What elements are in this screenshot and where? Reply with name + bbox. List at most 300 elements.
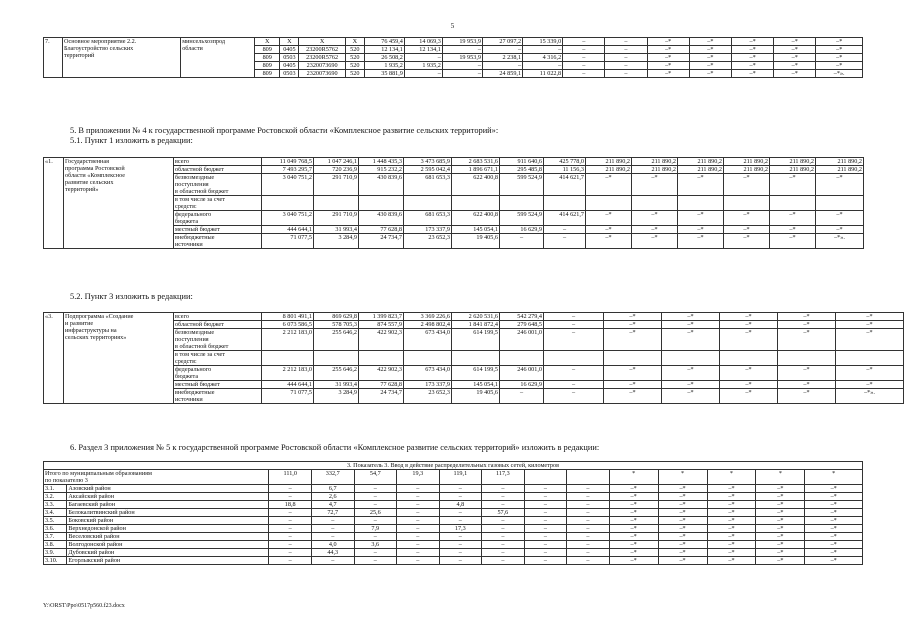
table-cell: –* <box>662 389 720 404</box>
table-cell: – <box>500 389 544 404</box>
table-cell: –* <box>586 211 632 226</box>
table-cell: –* <box>778 389 836 404</box>
table-cell: –* <box>774 70 816 78</box>
table-cell: 3 040 751,2 <box>262 174 314 196</box>
table-cell: – <box>567 501 610 509</box>
table-cell: 57,6 <box>482 509 525 517</box>
table-cell: –* <box>707 557 756 565</box>
table-cell: 520 <box>345 46 364 54</box>
table-cell <box>720 351 778 366</box>
table-cell: – <box>524 517 567 525</box>
paragraph-5: 5. В приложении № 4 к государственной программе Ростовской области «Комплексное развитие сельских территорий»: <box>70 126 499 135</box>
indicator-header: 3. Показатель 3. Ввод в действие распределительных газовых сетей, километров <box>44 462 863 470</box>
row-number: 3.9. <box>44 549 67 557</box>
table-cell: 720 236,9 <box>314 166 359 174</box>
paragraph-5-1: 5.1. Пункт 1 изложить в редакции: <box>70 136 193 145</box>
table-cell: –* <box>756 509 805 517</box>
table-cell: 54,7 <box>354 470 397 485</box>
table-cell: – <box>605 46 647 54</box>
table-cell: –* <box>724 226 770 234</box>
table-row <box>44 557 863 565</box>
table-cell: – <box>439 517 482 525</box>
table-cell: –* <box>720 313 778 321</box>
table-cell: –* <box>816 226 864 234</box>
table-cell: –* <box>609 533 658 541</box>
table-cell: 520 <box>345 62 364 70</box>
table-cell: 599 524,9 <box>500 211 544 226</box>
table-cell: 809 <box>255 70 280 78</box>
table-cell: –* <box>756 525 805 533</box>
table-cell: –* <box>647 54 689 62</box>
table-cell: –* <box>689 54 731 62</box>
table-cell <box>359 351 404 366</box>
row-number: 3.7. <box>44 533 67 541</box>
table-cell <box>778 351 836 366</box>
program-funding-table <box>43 157 864 249</box>
table-cell: –* <box>609 501 658 509</box>
table-cell: – <box>482 517 525 525</box>
table-cell: – <box>269 541 312 549</box>
table-cell: –* <box>609 485 658 493</box>
table-cell: 6,7 <box>311 485 354 493</box>
table-cell: – <box>439 557 482 565</box>
activity-name: Основное мероприятие 2.2. Благоустройство сельских территорий <box>62 38 180 78</box>
table-cell: –* <box>609 525 658 533</box>
table-cell <box>314 351 359 366</box>
table-cell: –* <box>586 234 632 249</box>
table-cell: – <box>544 226 586 234</box>
table-cell: – <box>269 485 312 493</box>
table-cell: 211 890,2 <box>816 166 864 174</box>
table-cell: * <box>707 470 756 485</box>
table-cell <box>500 196 544 211</box>
table-cell: – <box>563 54 605 62</box>
table-cell: 425 778,0 <box>544 158 586 166</box>
funding-source: всего <box>174 158 262 166</box>
table-cell: –* <box>707 501 756 509</box>
table-cell: – <box>482 533 525 541</box>
table-cell: – <box>544 234 586 249</box>
table-cell: 1 841 872,4 <box>452 321 500 329</box>
district-name: Волгодонской район <box>67 541 269 549</box>
table-cell: – <box>269 525 312 533</box>
table-row <box>44 313 904 321</box>
table-cell: 11 022,8 <box>523 70 563 78</box>
table-cell: 19 953,9 <box>442 54 482 62</box>
table-cell: –* <box>658 509 707 517</box>
table-cell: 614 199,5 <box>452 366 500 381</box>
table-cell: 23200R5762 <box>299 46 345 54</box>
table-cell: – <box>269 533 312 541</box>
table-cell: 77 628,8 <box>359 381 404 389</box>
table-cell: – <box>567 557 610 565</box>
table-cell: –* <box>604 366 662 381</box>
table-cell: 145 054,1 <box>452 226 500 234</box>
table-cell: 622 400,8 <box>452 174 500 196</box>
table-cell: 119,1 <box>439 470 482 485</box>
table-cell: 2320073690 <box>299 62 345 70</box>
table-cell: –* <box>658 485 707 493</box>
table-cell: – <box>524 485 567 493</box>
table-cell: –* <box>720 321 778 329</box>
table-cell: – <box>397 549 440 557</box>
table-cell: –* <box>609 493 658 501</box>
table-cell: – <box>482 62 522 70</box>
table-cell: 24 734,7 <box>359 389 404 404</box>
table-cell: – <box>482 485 525 493</box>
table-cell: – <box>404 70 442 78</box>
table-cell: –* <box>816 211 864 226</box>
table-cell: * <box>609 470 658 485</box>
table-cell: –* <box>756 493 805 501</box>
table-cell: * <box>805 470 863 485</box>
table-cell: – <box>439 509 482 517</box>
table-cell <box>586 196 632 211</box>
table-cell: 1 935,2 <box>364 62 404 70</box>
table-cell: –* <box>647 38 689 46</box>
table-cell: –* <box>756 501 805 509</box>
table-cell: 809 <box>255 62 280 70</box>
table-cell: –* <box>662 313 720 321</box>
page-number: 5 <box>450 22 455 30</box>
table-cell: – <box>439 549 482 557</box>
table-cell: – <box>563 38 605 46</box>
funding-source: областной бюджет <box>174 321 262 329</box>
table-cell: –* <box>707 533 756 541</box>
paragraph-5-2: 5.2. Пункт 3 изложить в редакции: <box>70 292 193 301</box>
table-cell: –* <box>756 533 805 541</box>
row-number: 3.10. <box>44 557 67 565</box>
table-cell: – <box>397 485 440 493</box>
table-row <box>44 525 863 533</box>
table-cell: 31 993,4 <box>314 226 359 234</box>
table-cell: – <box>269 517 312 525</box>
table-cell <box>816 196 864 211</box>
table-cell: –* <box>778 321 836 329</box>
table-row <box>44 517 863 525</box>
table-cell: – <box>544 329 604 351</box>
table-cell <box>604 351 662 366</box>
table-cell: –* <box>774 46 816 54</box>
table-cell <box>632 196 678 211</box>
table-cell: Х <box>280 38 299 46</box>
table-cell: 246 001,0 <box>500 366 544 381</box>
table-cell: – <box>269 509 312 517</box>
table-cell: – <box>439 541 482 549</box>
table-cell: – <box>482 525 525 533</box>
table-cell <box>452 196 500 211</box>
table-cell: –* <box>731 46 773 54</box>
row-number: 7. <box>44 38 63 78</box>
table-cell: – <box>544 366 604 381</box>
table-cell: –* <box>658 549 707 557</box>
table-cell: –* <box>678 234 724 249</box>
table-cell: 915 232,2 <box>359 166 404 174</box>
table-cell: – <box>482 501 525 509</box>
table-cell: 23200R5762 <box>299 54 345 62</box>
table-cell: – <box>567 493 610 501</box>
table-cell: – <box>311 557 354 565</box>
table-cell: –* <box>647 70 689 78</box>
table-cell <box>452 351 500 366</box>
table-row <box>44 509 863 517</box>
table-cell: 71 077,5 <box>262 389 314 404</box>
table-cell: –* <box>731 54 773 62</box>
table-cell <box>500 351 544 366</box>
table-cell: Х <box>345 38 364 46</box>
table-cell: 869 629,8 <box>314 313 359 321</box>
table-cell: 2 238,1 <box>482 54 522 62</box>
table-cell: 0503 <box>280 54 299 62</box>
table-cell: 26 508,2 <box>364 54 404 62</box>
table-cell: 255 646,2 <box>314 329 359 351</box>
table-cell: –* <box>647 62 689 70</box>
table-cell: – <box>442 62 482 70</box>
table-cell: 19 405,6 <box>452 234 500 249</box>
table-cell: –* <box>632 211 678 226</box>
table-cell: 31 993,4 <box>314 381 359 389</box>
table-cell: 12 134,1 <box>364 46 404 54</box>
row-number: 3.5. <box>44 517 67 525</box>
table-row <box>44 541 863 549</box>
table-cell: –* <box>604 329 662 351</box>
table-cell: 2 498 802,4 <box>404 321 452 329</box>
table-cell: – <box>482 557 525 565</box>
district-name: Егорлыкский район <box>67 557 269 565</box>
table-cell: 1 399 823,7 <box>359 313 404 321</box>
table-cell: 7 493 295,7 <box>262 166 314 174</box>
table-cell: – <box>442 46 482 54</box>
table-cell: – <box>605 62 647 70</box>
funding-source: федерального бюджета <box>174 366 262 381</box>
table-cell: – <box>544 381 604 389</box>
table-cell <box>314 196 359 211</box>
table-cell <box>678 196 724 211</box>
table-cell: 3 369 226,6 <box>404 313 452 321</box>
row-number: 3.3. <box>44 501 67 509</box>
table-cell: –* <box>658 541 707 549</box>
table-cell <box>662 351 720 366</box>
table-cell: –* <box>604 389 662 404</box>
table-cell: –* <box>805 549 863 557</box>
table-cell: 12 134,1 <box>404 46 442 54</box>
table-cell: –* <box>632 234 678 249</box>
table-cell: – <box>482 493 525 501</box>
table-cell: 681 653,3 <box>404 211 452 226</box>
table-cell: 6 073 586,5 <box>262 321 314 329</box>
table-cell: 2,6 <box>311 493 354 501</box>
table-cell: –* <box>707 509 756 517</box>
table-cell <box>524 470 567 485</box>
table-cell: 14 069,3 <box>404 38 442 46</box>
table-cell: – <box>354 485 397 493</box>
table-cell: –* <box>604 321 662 329</box>
table-cell: –* <box>658 501 707 509</box>
table-cell <box>724 196 770 211</box>
table-cell: –* <box>756 485 805 493</box>
executor: минсельхозпрод области <box>181 38 255 78</box>
table-cell: –* <box>756 541 805 549</box>
table-cell: 2 620 531,6 <box>452 313 500 321</box>
table-cell: – <box>442 70 482 78</box>
table-cell: 211 890,2 <box>632 166 678 174</box>
table-cell: –* <box>778 366 836 381</box>
table-cell: 27 097,2 <box>482 38 522 46</box>
table-cell: –* <box>604 313 662 321</box>
table-cell: 24 734,7 <box>359 234 404 249</box>
table-cell: 77 628,8 <box>359 226 404 234</box>
table-cell: 1 047 246,1 <box>314 158 359 166</box>
table-cell: –* <box>586 226 632 234</box>
table-cell <box>567 470 610 485</box>
table-cell: –* <box>805 525 863 533</box>
table-cell: – <box>544 321 604 329</box>
table-cell: 23 652,3 <box>404 234 452 249</box>
table-cell: – <box>269 549 312 557</box>
total-label: Итого по муниципальным образованиям по показателю 3 <box>44 470 269 485</box>
table-cell: – <box>354 493 397 501</box>
table-cell: – <box>567 525 610 533</box>
paragraph-6: 6. Раздел 3 приложения № 5 к государственной программе Ростовской области «Комплексное развитие сельских территорий» изложить в редакции: <box>70 443 600 452</box>
funding-source: всего <box>174 313 262 321</box>
table-cell: 44,3 <box>311 549 354 557</box>
table-cell: –* <box>689 70 731 78</box>
table-cell: – <box>354 501 397 509</box>
table-cell: 173 337,9 <box>404 381 452 389</box>
table-cell: – <box>563 62 605 70</box>
table-cell: – <box>524 549 567 557</box>
table-cell: 1 935,2 <box>404 62 442 70</box>
table-cell: 3 473 685,9 <box>404 158 452 166</box>
table-cell: –* <box>609 557 658 565</box>
table-cell: – <box>524 525 567 533</box>
table-cell: * <box>658 470 707 485</box>
table-cell: –* <box>756 517 805 525</box>
table-cell: 599 524,9 <box>500 174 544 196</box>
table-cell: –* <box>836 366 904 381</box>
table-cell: 0405 <box>280 62 299 70</box>
table-cell: –* <box>836 313 904 321</box>
table-cell: 295 485,8 <box>500 166 544 174</box>
table-cell: – <box>524 509 567 517</box>
table-cell: 673 434,0 <box>404 366 452 381</box>
table-cell: – <box>482 46 522 54</box>
subprogram-funding-table <box>43 312 904 404</box>
table-cell: 72,7 <box>311 509 354 517</box>
table-cell: –* <box>724 174 770 196</box>
table-cell: –* <box>609 541 658 549</box>
table-cell: 444 644,1 <box>262 381 314 389</box>
table-cell: 4,7 <box>311 501 354 509</box>
table-cell: – <box>524 493 567 501</box>
table-cell: – <box>404 54 442 62</box>
table-cell: 1 448 435,3 <box>359 158 404 166</box>
table-cell: – <box>439 533 482 541</box>
table-cell <box>770 196 816 211</box>
table-cell: – <box>524 501 567 509</box>
table-cell: –* <box>662 366 720 381</box>
row-number: 3.2. <box>44 493 67 501</box>
table-cell: 444 644,1 <box>262 226 314 234</box>
table-cell: –* <box>731 62 773 70</box>
table-cell: – <box>523 46 563 54</box>
table-cell: 2 683 531,6 <box>452 158 500 166</box>
table-cell: 520 <box>345 70 364 78</box>
funding-source: местный бюджет <box>174 226 262 234</box>
district-name: Аксайский район <box>67 493 269 501</box>
table-cell: –* <box>836 329 904 351</box>
table-cell: –* <box>805 517 863 525</box>
table-cell: –* <box>805 501 863 509</box>
table-cell: – <box>269 557 312 565</box>
table-cell: 2 212 183,0 <box>262 366 314 381</box>
table-cell <box>404 196 452 211</box>
table-cell: – <box>605 54 647 62</box>
table-cell: 246 001,0 <box>500 329 544 351</box>
table-cell: 291 710,9 <box>314 174 359 196</box>
table-cell: –* <box>632 174 678 196</box>
file-path-footer: Y:\ORST\Ppo\0517p560.f23.docx <box>43 603 125 609</box>
table-cell: –* <box>707 493 756 501</box>
table-row <box>44 462 863 470</box>
district-name: Багаевский район <box>67 501 269 509</box>
table-cell: – <box>311 525 354 533</box>
funding-source: внебюджетные источники <box>174 389 262 404</box>
table-cell: –* <box>658 493 707 501</box>
table-cell: – <box>563 70 605 78</box>
table-cell: –* <box>707 517 756 525</box>
table-cell: –* <box>678 211 724 226</box>
funding-source: федерального бюджета <box>174 211 262 226</box>
table-cell: – <box>439 493 482 501</box>
table-cell: – <box>354 517 397 525</box>
table-cell: –* <box>678 226 724 234</box>
table-cell: 19,3 <box>397 470 440 485</box>
table-cell: – <box>567 517 610 525</box>
table-cell: – <box>397 557 440 565</box>
funding-source: внебюджетные источники <box>174 234 262 249</box>
table-cell: 542 279,4 <box>500 313 544 321</box>
table-cell: 622 400,8 <box>452 211 500 226</box>
table-cell: –* <box>731 38 773 46</box>
table-cell: –* <box>662 329 720 351</box>
table-cell: 422 902,3 <box>359 366 404 381</box>
table-cell: 211 890,2 <box>678 158 724 166</box>
table-row <box>44 501 863 509</box>
table-cell: –* <box>724 211 770 226</box>
table-cell: – <box>311 533 354 541</box>
table-cell: 2 212 183,0 <box>262 329 314 351</box>
table-cell <box>544 196 586 211</box>
table-cell: – <box>605 70 647 78</box>
table-cell: 8 801 491,1 <box>262 313 314 321</box>
table-cell: 422 902,3 <box>359 329 404 351</box>
table-cell: 117,3 <box>482 470 525 485</box>
table-cell: 809 <box>255 46 280 54</box>
table-cell: 0405 <box>280 46 299 54</box>
table-cell: – <box>397 509 440 517</box>
activity-table <box>43 37 863 78</box>
funding-source: безвозмездные поступления в областной бюджет <box>174 174 262 196</box>
table-cell: –* <box>586 174 632 196</box>
table-cell: – <box>567 549 610 557</box>
table-cell: –* <box>707 525 756 533</box>
table-cell: Х <box>299 38 345 46</box>
row-number: 3.4. <box>44 509 67 517</box>
table-cell: – <box>544 313 604 321</box>
table-row <box>44 470 863 485</box>
table-cell: –* <box>720 329 778 351</box>
